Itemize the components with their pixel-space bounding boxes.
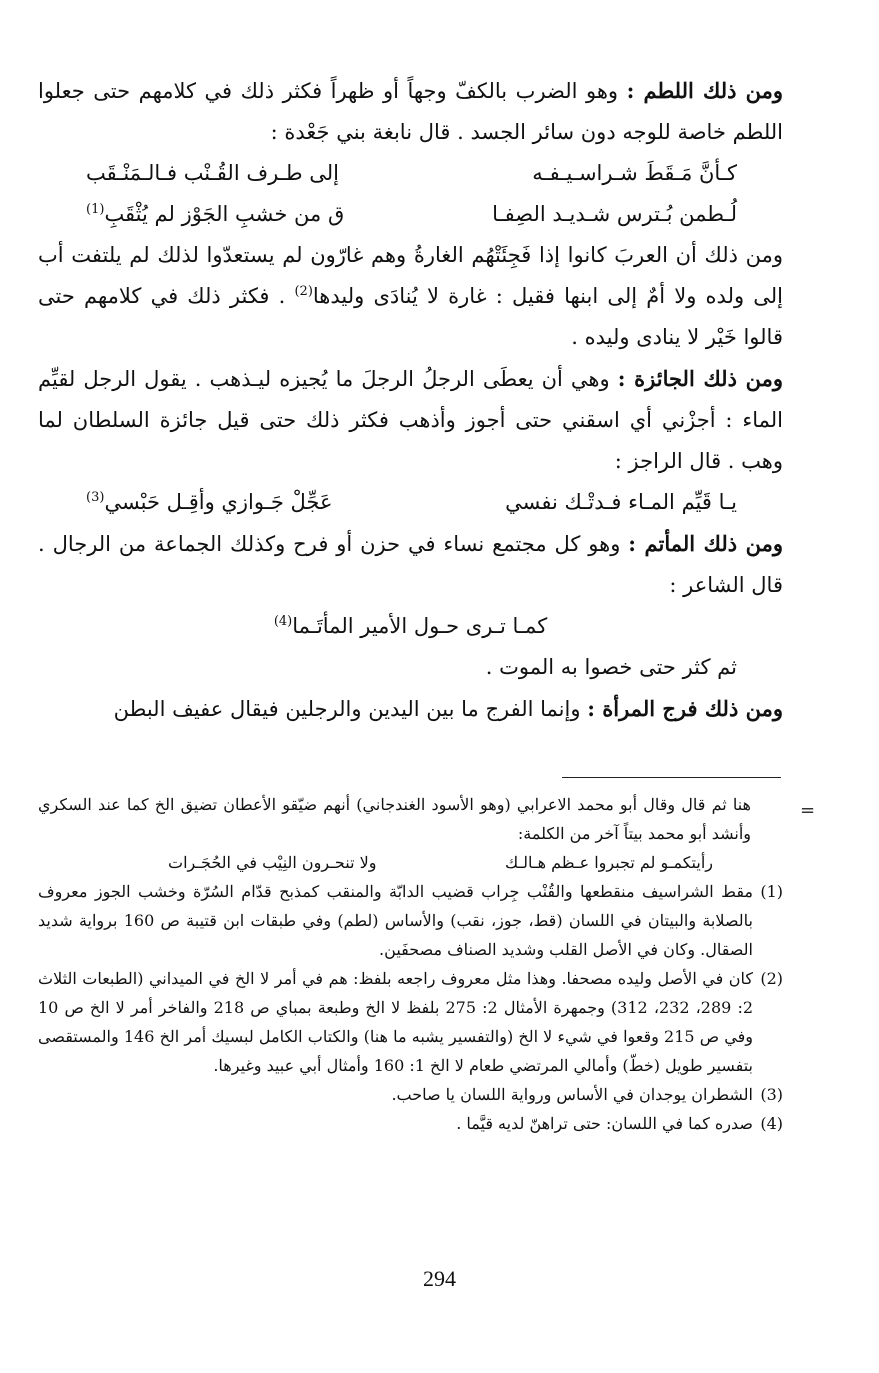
paragraph-text: وهو الضرب بالكفّ وجهاً أو ظهراً فكثر ذلك في كلامهم حتى جعلوا اللطم خاصة للوجه دون سائر الجسد . قال نابغة بني جَعْدة : bbox=[38, 79, 783, 144]
verse-hemistich-text: ق من خشبِ الجَوْز لم يُثْقَبِ bbox=[104, 202, 345, 226]
paragraph-heading: ومن ذلك اللطم : bbox=[626, 78, 783, 103]
paragraph-lath bbox=[38, 70, 783, 153]
footnote-ref-2: (2) bbox=[294, 284, 313, 299]
footnote-number: (3) bbox=[760, 1085, 783, 1104]
footnote-continuation: هنا ثم قال وقال أبو محمد الاعرابي (وهو الأسود الغندجاني) أنهم ضيّقو الأعطان تضيق الخ كما عند السكري وأنشد أبو محمد بيتاً آخر من الكلمة: bbox=[38, 795, 751, 843]
footnote-verse bbox=[38, 848, 783, 877]
paragraph-heading: ومن ذلك المأتم : bbox=[628, 531, 783, 556]
verse-line-3 bbox=[38, 482, 783, 523]
verse-hemistich-second bbox=[86, 194, 344, 235]
paragraph-death: ثم كثر حتى خصوا به الموت . bbox=[485, 655, 737, 679]
main-text bbox=[38, 70, 783, 730]
footnote-text: الشطران يوجدان في الأساس ورواية اللسان يا صاحب. bbox=[391, 1085, 753, 1104]
paragraph-text: وهي أن يعطَى الرجلُ الرجلَ ما يُجيزه ليـذهب . يقول الرجل لقيِّم الماء : أجزْني أي اسقني حتى أجوز وأذهب فكثر ذلك حتى قيل جائزة السلطان لما وهب . قال الراجز : bbox=[38, 367, 783, 473]
paragraph-farj bbox=[38, 688, 783, 730]
verse-text: كمـا تـرى حـول الأمير المأتَـما bbox=[292, 614, 548, 638]
page-number: 294 bbox=[423, 1266, 456, 1291]
footnote-separator bbox=[562, 777, 781, 778]
footnote-number: (1) bbox=[760, 882, 783, 901]
verse-hemistich-second: ولا تنحـرون النِيْب في الحُجَـرات bbox=[168, 853, 377, 872]
verse-hemistich-second: إلى طـرف القُـنْب فـالـمَنْـقَب bbox=[86, 161, 339, 185]
paragraph-text: ومن ذلك أن العربَ كانوا إذا فَجِئَتْهُم الغارةُ وهم غارّون لم يستعدّوا لذلك لم يلتفت أب إلى ولده ولا أمٌ إلى ابنها فقيل : غارة لا يُنادَى وليدها bbox=[38, 243, 784, 308]
verse-hemistich-first: كـأنَّ مَـقَطَ شـراسـيـفـه bbox=[532, 161, 737, 185]
verse-hemistich-first: رأيتكمـو لم تجبروا عـظم هـالـك bbox=[504, 853, 713, 872]
paragraph-jaiza bbox=[38, 358, 783, 482]
paragraph-raid bbox=[38, 235, 783, 358]
footnote-text: كان في الأصل وليده مصحفا. وهذا مثل معروف راجعه بلفظ: هم في أمر لا الخ في الميداني (الطبعات الثلاث 2: 289، 232، 312) وجمهرة الأمثال 2: 275 بلفظ لا الخ وطبعة بمباي ص 218 والفاخر أمر لا الخ ص 10 وفي ص 215 وقعوا في شيء لا الخ (والتفسير يشبه ما هنا) والكتاب الكامل لبسيك أمر الخ 146 والمستقصى بتفسير طويل (خطّ) وأمالي المرتضي طعام لا الخ 1: 160 وأمثال أبي عبيد وغيرها. bbox=[38, 969, 754, 1075]
footnote-text: مقط الشراسيف منقطعها والقُنْب جِراب قضيب الدابّة والمنقب كمذبح قدّام السُرّة وخشب الجوز معروف بالصلابة والبيتان في اللسان (قط، جوز، نقب) والأساس (لطم) وفي طبقات ابن قتيبة ص 160 برواية شديد الصقال. وكان في الأصل القلب وشديد الصناف مصحفَين. bbox=[38, 882, 754, 959]
footnote-4 bbox=[38, 1109, 783, 1138]
verse-hemistich-first: يـا قَيِّم المـاء فـدتْـك نفسي bbox=[505, 490, 737, 514]
verse-line-4 bbox=[38, 606, 783, 647]
paragraph-text: وإنما الفرج ما بين اليدين والرجلين فيقال عفيف البطن bbox=[113, 697, 588, 721]
footnote-3 bbox=[38, 1080, 783, 1109]
paragraph-heading: ومن ذلك فرج المرأة : bbox=[587, 696, 783, 721]
footnote-number: (2) bbox=[760, 969, 783, 988]
verse-hemistich-first: لُـطمن بُـترس شـديـد الصِفـا bbox=[492, 202, 737, 226]
footnote-number: (4) bbox=[760, 1114, 783, 1133]
verse-line-1 bbox=[38, 153, 783, 194]
continuation-marker: = bbox=[800, 800, 816, 821]
verse-hemistich-second bbox=[86, 482, 332, 523]
footnote-1 bbox=[38, 877, 783, 964]
paragraph-matam bbox=[38, 523, 783, 606]
footnote-ref-4: (4) bbox=[273, 614, 293, 629]
paragraph-text: وهو كل مجتمع نساء في حزن أو فرح وكذلك الجماعة من الرجال . قال الشاعر : bbox=[38, 532, 783, 597]
footnote-ref-1: (1) bbox=[86, 202, 105, 217]
footnote-ref-3: (3) bbox=[86, 490, 105, 505]
verse-hemistich-text: عَجِّلْ جَـوازي وأقِـل حَبْسي bbox=[104, 490, 333, 514]
footnote-2 bbox=[38, 964, 783, 1080]
verse-single-line bbox=[274, 606, 547, 647]
verse-line-2 bbox=[38, 194, 783, 235]
paragraph-text-end: . فكثر ذلك في كلامهم حتى قالوا خَيْر لا ينادى وليده . bbox=[38, 284, 783, 349]
footnotes bbox=[38, 790, 783, 1138]
footnote-text: صدره كما في اللسان: حتى تراهنّ لديه قيَّما . bbox=[456, 1114, 753, 1133]
paragraph-heading: ومن ذلك الجائزة : bbox=[617, 366, 783, 391]
